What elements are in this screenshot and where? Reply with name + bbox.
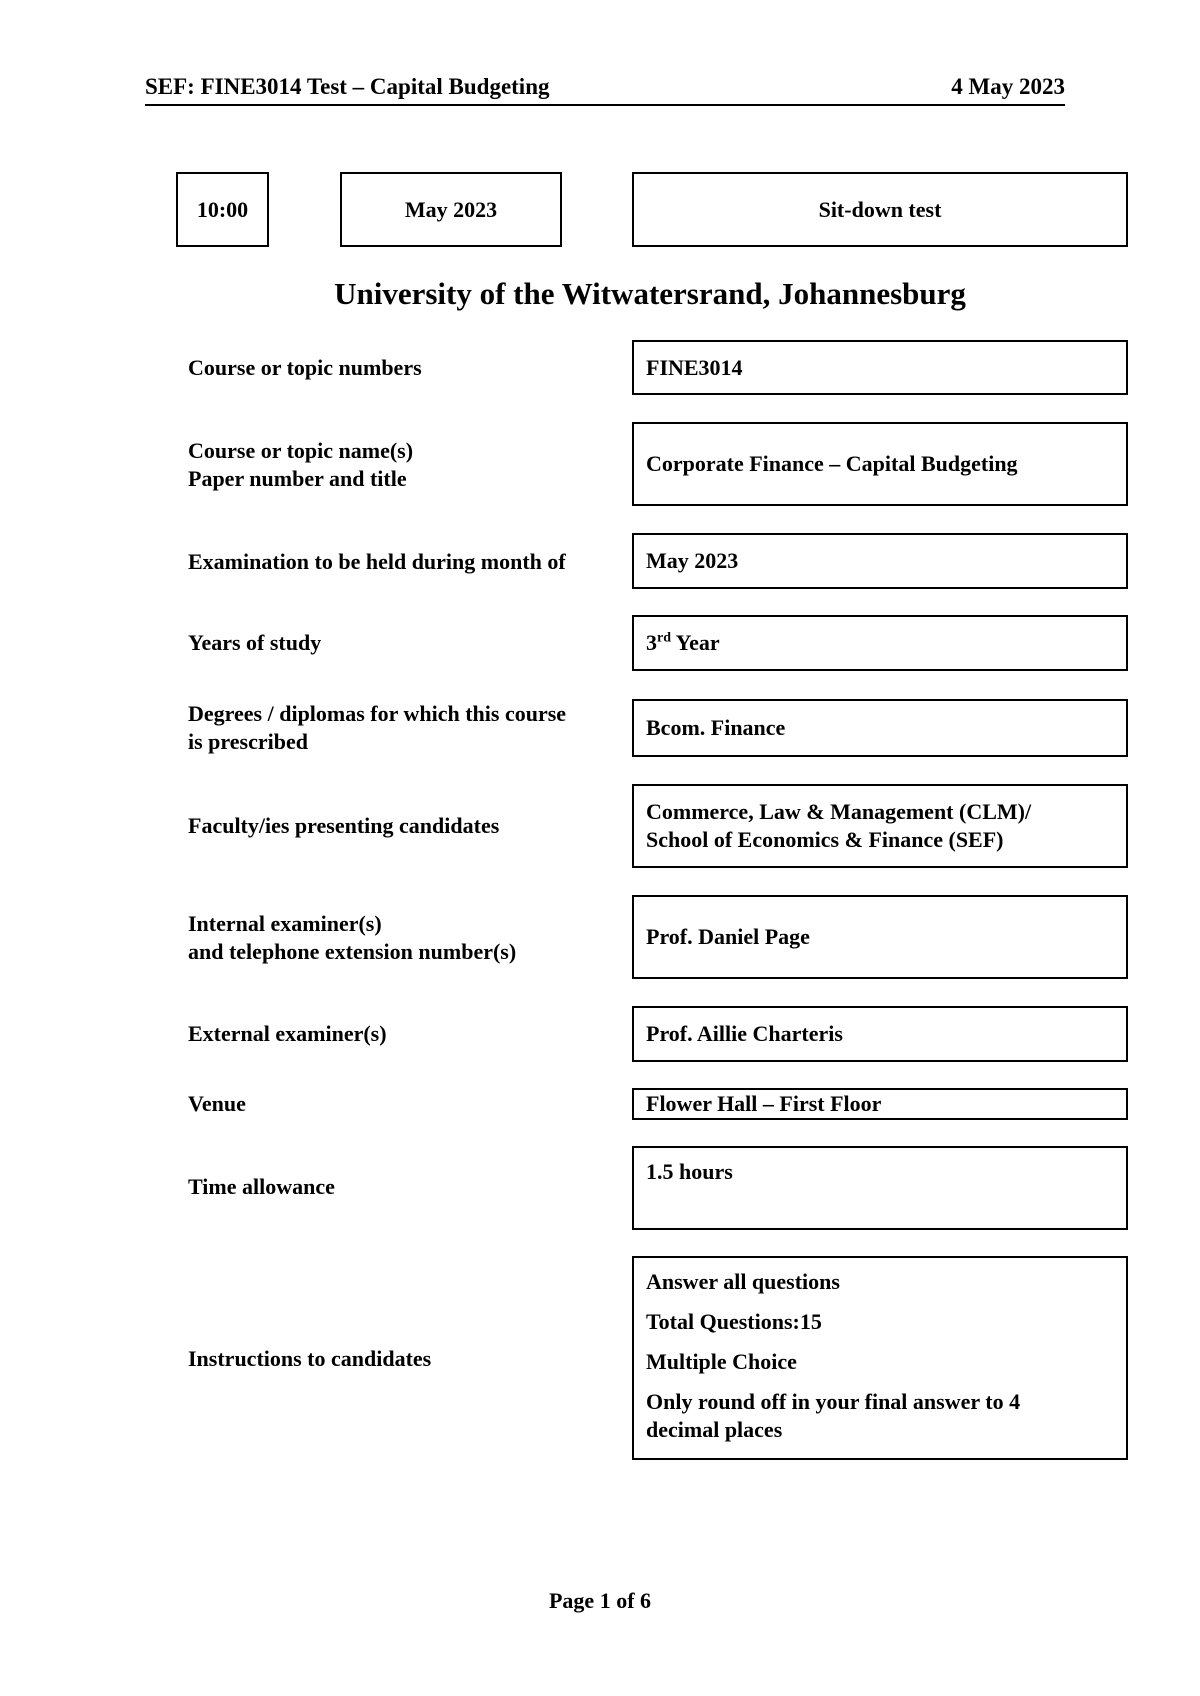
page-header [145, 70, 1065, 106]
external-examiner-text: Prof. Aillie Charteris [646, 1021, 843, 1046]
course-name-text: Corporate Finance – Capital Budgeting [646, 451, 1018, 476]
instruction-item: Answer all questions [646, 1269, 840, 1294]
faculty-label: Faculty/ies presenting candidates [188, 813, 500, 838]
instruction-item: decimal places [646, 1417, 783, 1442]
years-of-study-text [646, 629, 720, 657]
course-name-label [188, 437, 618, 493]
faculty-value [632, 784, 1128, 868]
instructions-value [632, 1256, 1128, 1460]
course-name-value [632, 422, 1128, 506]
course-numbers-label: Course or topic numbers [188, 355, 422, 380]
page-footer: Page 1 of 6 [548, 1588, 652, 1613]
instruction-item: Multiple Choice [646, 1349, 797, 1374]
university-title: University of the Witwatersrand, Johannesburg [334, 276, 966, 311]
external-examiner-label: External examiner(s) [188, 1021, 387, 1046]
header-date: 4 May 2023 [951, 74, 1065, 99]
degrees-label-line2: is prescribed [188, 729, 308, 754]
internal-examiner-label-line2: and telephone extension number(s) [188, 939, 517, 964]
course-name-label-line2: Paper number and title [188, 466, 407, 491]
venue-label: Venue [188, 1091, 246, 1116]
instruction-item: Total Questions:15 [646, 1309, 822, 1334]
instructions-label: Instructions to candidates [188, 1346, 432, 1371]
time-allowance-label: Time allowance [188, 1174, 335, 1199]
faculty-lines [646, 798, 1031, 854]
degrees-label-line1: Degrees / diplomas for which this course [188, 701, 567, 726]
internal-examiner-text: Prof. Daniel Page [646, 924, 810, 949]
course-name-label-line1: Course or topic name(s) [188, 438, 414, 463]
internal-examiner-label-line1: Internal examiner(s) [188, 911, 382, 936]
degrees-value [632, 699, 1128, 757]
exam-month-label: Examination to be held during month of [188, 549, 566, 574]
course-numbers-value [632, 340, 1128, 395]
test-type-box: Sit-down test [632, 172, 1128, 247]
time-allowance-value [632, 1146, 1128, 1230]
faculty-line1: Commerce, Law & Management (CLM)/ [646, 799, 1032, 824]
years-of-study-label: Years of study [188, 630, 322, 655]
course-numbers-text: FINE3014 [646, 354, 743, 380]
years-sup: rd [657, 630, 671, 646]
degrees-label [188, 700, 618, 756]
time-box: 10:00 [176, 172, 269, 247]
header-title: SEF: FINE3014 Test – Capital Budgeting [145, 74, 550, 99]
exam-month-text: May 2023 [646, 548, 739, 573]
internal-examiner-label [188, 910, 618, 966]
external-examiner-value [632, 1006, 1128, 1062]
degrees-text: Bcom. Finance [646, 715, 786, 740]
years-rest: Year [671, 630, 720, 655]
venue-value [632, 1088, 1128, 1120]
faculty-line2: School of Economics & Finance (SEF) [646, 827, 1004, 852]
years-num: 3 [646, 630, 657, 655]
instructions-list [646, 1268, 1020, 1444]
internal-examiner-value [632, 895, 1128, 979]
instruction-item: Only round off in your final answer to 4 [646, 1389, 1021, 1414]
years-of-study-value [632, 615, 1128, 671]
time-allowance-text: 1.5 hours [646, 1159, 733, 1184]
venue-text: Flower Hall – First Floor [646, 1091, 882, 1116]
exam-month-value [632, 533, 1128, 589]
month-box: May 2023 [340, 172, 562, 247]
